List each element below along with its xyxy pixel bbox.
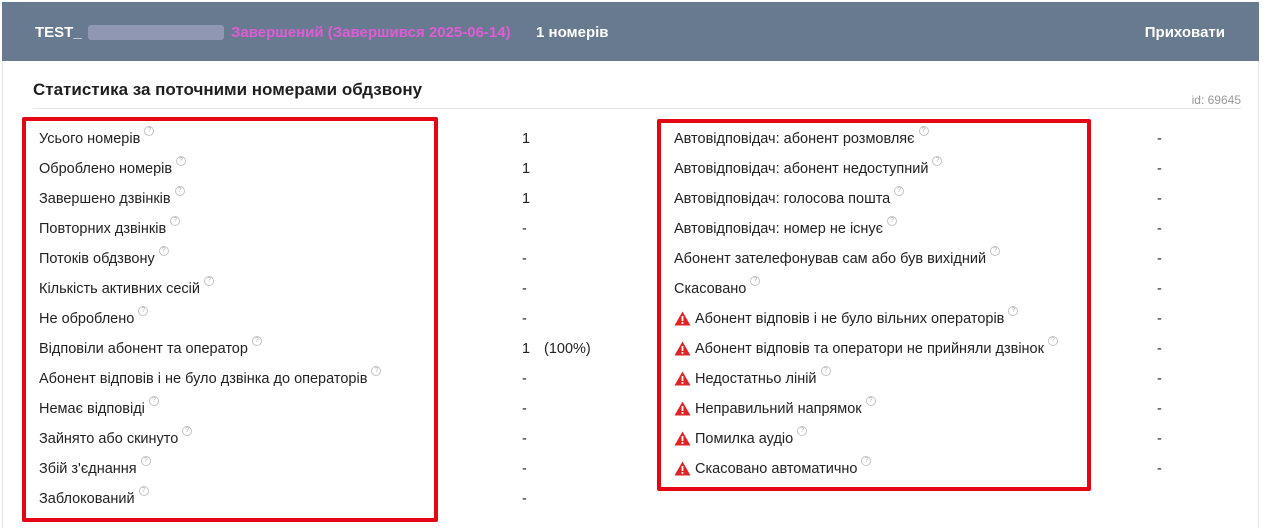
stat-value: - — [1157, 131, 1162, 147]
stat-value: - — [1157, 401, 1162, 417]
stat-label — [674, 127, 929, 148]
stat-label-text: Повторних дзвінків — [39, 221, 167, 237]
stat-label-text: Відповіли абонент та оператор — [39, 341, 248, 357]
help-icon[interactable]: ? — [176, 156, 186, 166]
stat-value: - — [1157, 461, 1162, 477]
stat-value: - — [1157, 311, 1162, 327]
help-icon[interactable]: ? — [861, 456, 871, 466]
stat-label-text: Оброблено номерів — [39, 161, 173, 177]
campaign-name: TEST_ — [35, 24, 82, 41]
stat-row — [0, 397, 1200, 430]
stat-label — [674, 157, 942, 178]
stat-row — [0, 457, 1200, 490]
stat-value: - — [1157, 371, 1162, 387]
stat-label-text: Неправильний напрямок — [695, 401, 862, 417]
stat-row — [0, 487, 600, 520]
stat-label-text: Автовідповідач: абонент недоступний — [674, 161, 929, 177]
help-icon[interactable]: ? — [797, 426, 807, 436]
stat-label-text: Абонент відповів і не було дзвінка до операторів — [39, 371, 368, 387]
stat-label — [674, 187, 904, 208]
stat-label — [674, 427, 807, 448]
help-icon[interactable]: ? — [175, 186, 185, 196]
stat-value: - — [522, 461, 527, 477]
help-icon[interactable]: ? — [138, 306, 148, 316]
stat-label-text: Скасовано автоматично — [695, 461, 858, 477]
stat-label — [674, 217, 897, 238]
stat-label-text: Не оброблено — [39, 311, 135, 327]
stat-value: - — [1157, 221, 1162, 237]
help-icon[interactable]: ? — [866, 396, 876, 406]
stat-value: - — [1157, 431, 1162, 447]
help-icon[interactable]: ? — [149, 396, 159, 406]
help-icon[interactable]: ? — [144, 126, 154, 136]
stat-value: 1 — [522, 161, 531, 177]
warning-triangle-icon — [674, 401, 691, 416]
stat-label-text: Автовідповідач: абонент розмовляє — [674, 131, 915, 147]
stat-value: - — [1157, 191, 1162, 207]
stat-label-text: Абонент зателефонував сам або був вихідний — [674, 251, 987, 267]
stat-label-text: Усього номерів — [39, 131, 141, 147]
stat-row — [0, 307, 1200, 340]
stat-row — [0, 127, 1200, 160]
stat-value: - — [522, 281, 527, 297]
stat-label-text: Абонент відповів і не було вільних операторів — [695, 311, 1005, 327]
help-icon[interactable]: ? — [821, 366, 831, 376]
help-icon[interactable]: ? — [750, 276, 760, 286]
stat-label — [674, 277, 760, 298]
help-icon[interactable]: ? — [139, 486, 149, 496]
stat-row — [0, 337, 1200, 370]
help-icon[interactable]: ? — [932, 156, 942, 166]
stat-value: - — [522, 401, 527, 417]
help-icon[interactable]: ? — [252, 336, 262, 346]
stat-label — [39, 487, 149, 508]
stat-value: 1 — [522, 131, 531, 147]
stat-label-text: Немає відповіді — [39, 401, 145, 417]
stat-row — [0, 247, 1200, 280]
stat-value: - — [1157, 161, 1162, 177]
numbers-count: 1 номерів — [536, 24, 609, 41]
warning-triangle-icon — [674, 431, 691, 446]
stat-value: - — [522, 311, 527, 327]
stat-value: - — [1157, 281, 1162, 297]
campaign-name-redacted — [88, 25, 224, 40]
stat-value: - — [1157, 251, 1162, 267]
stat-row — [0, 187, 1200, 220]
help-icon[interactable]: ? — [141, 456, 151, 466]
stat-label-text: Автовідповідач: номер не існує — [674, 221, 884, 237]
help-icon[interactable]: ? — [371, 366, 381, 376]
stat-value: - — [522, 491, 527, 507]
help-icon[interactable]: ? — [1048, 336, 1058, 346]
stat-label — [674, 397, 876, 418]
hide-button[interactable]: Приховати — [1144, 24, 1225, 41]
stat-value: - — [522, 251, 527, 267]
stat-label — [674, 367, 831, 388]
help-icon[interactable]: ? — [990, 246, 1000, 256]
stat-value: 1 — [522, 191, 531, 207]
help-icon[interactable]: ? — [170, 216, 180, 226]
stat-label-text: Завершено дзвінків — [39, 191, 171, 207]
warning-triangle-icon — [674, 311, 691, 326]
stat-label-text: Потоків обдзвону — [39, 251, 155, 267]
help-icon[interactable]: ? — [204, 276, 214, 286]
stat-label-text: Збій з'єднання — [39, 461, 137, 477]
stat-label-text: Автовідповідач: голосова пошта — [674, 191, 891, 207]
stat-label-text: Недостатньо ліній — [695, 371, 817, 387]
section-title: Статистика за поточними номерами обдзвону — [33, 80, 423, 99]
stat-label — [674, 457, 871, 478]
stat-label-text: Заблокований — [39, 491, 135, 507]
warning-triangle-icon — [674, 341, 691, 356]
stat-label-text: Зайнято або скинуто — [39, 431, 179, 447]
stat-row — [0, 367, 1200, 400]
stat-row — [0, 157, 1200, 190]
stat-value: - — [522, 371, 527, 387]
stat-row — [0, 427, 1200, 460]
stat-label — [674, 337, 1058, 358]
stat-label-text: Скасовано — [674, 281, 747, 297]
stat-value: - — [522, 221, 527, 237]
help-icon[interactable]: ? — [1008, 306, 1018, 316]
help-icon[interactable]: ? — [887, 216, 897, 226]
section-divider — [33, 108, 1241, 109]
help-icon[interactable]: ? — [182, 426, 192, 436]
stat-label — [674, 307, 1018, 328]
stat-row — [0, 277, 1200, 310]
campaign-header — [2, 2, 1259, 61]
stat-row — [0, 217, 1200, 250]
campaign-status: Завершений (Завершився 2025-06-14) — [231, 24, 511, 41]
campaign-id: id: 69645 — [1191, 93, 1241, 107]
stat-label — [674, 247, 1000, 268]
stat-value: - — [1157, 341, 1162, 357]
stat-value: 1 — [522, 341, 531, 357]
stat-label-text: Помилка аудіо — [695, 431, 794, 447]
stat-value: - — [522, 431, 527, 447]
stat-percent: (100%) — [544, 341, 591, 357]
help-icon[interactable]: ? — [894, 186, 904, 196]
stat-label-text: Кількість активних сесій — [39, 281, 201, 297]
warning-triangle-icon — [674, 461, 691, 476]
stat-label-text: Абонент відповів та оператори не прийняли дзвінок — [695, 341, 1044, 357]
help-icon[interactable]: ? — [919, 126, 929, 136]
warning-triangle-icon — [674, 371, 691, 386]
help-icon[interactable]: ? — [159, 246, 169, 256]
